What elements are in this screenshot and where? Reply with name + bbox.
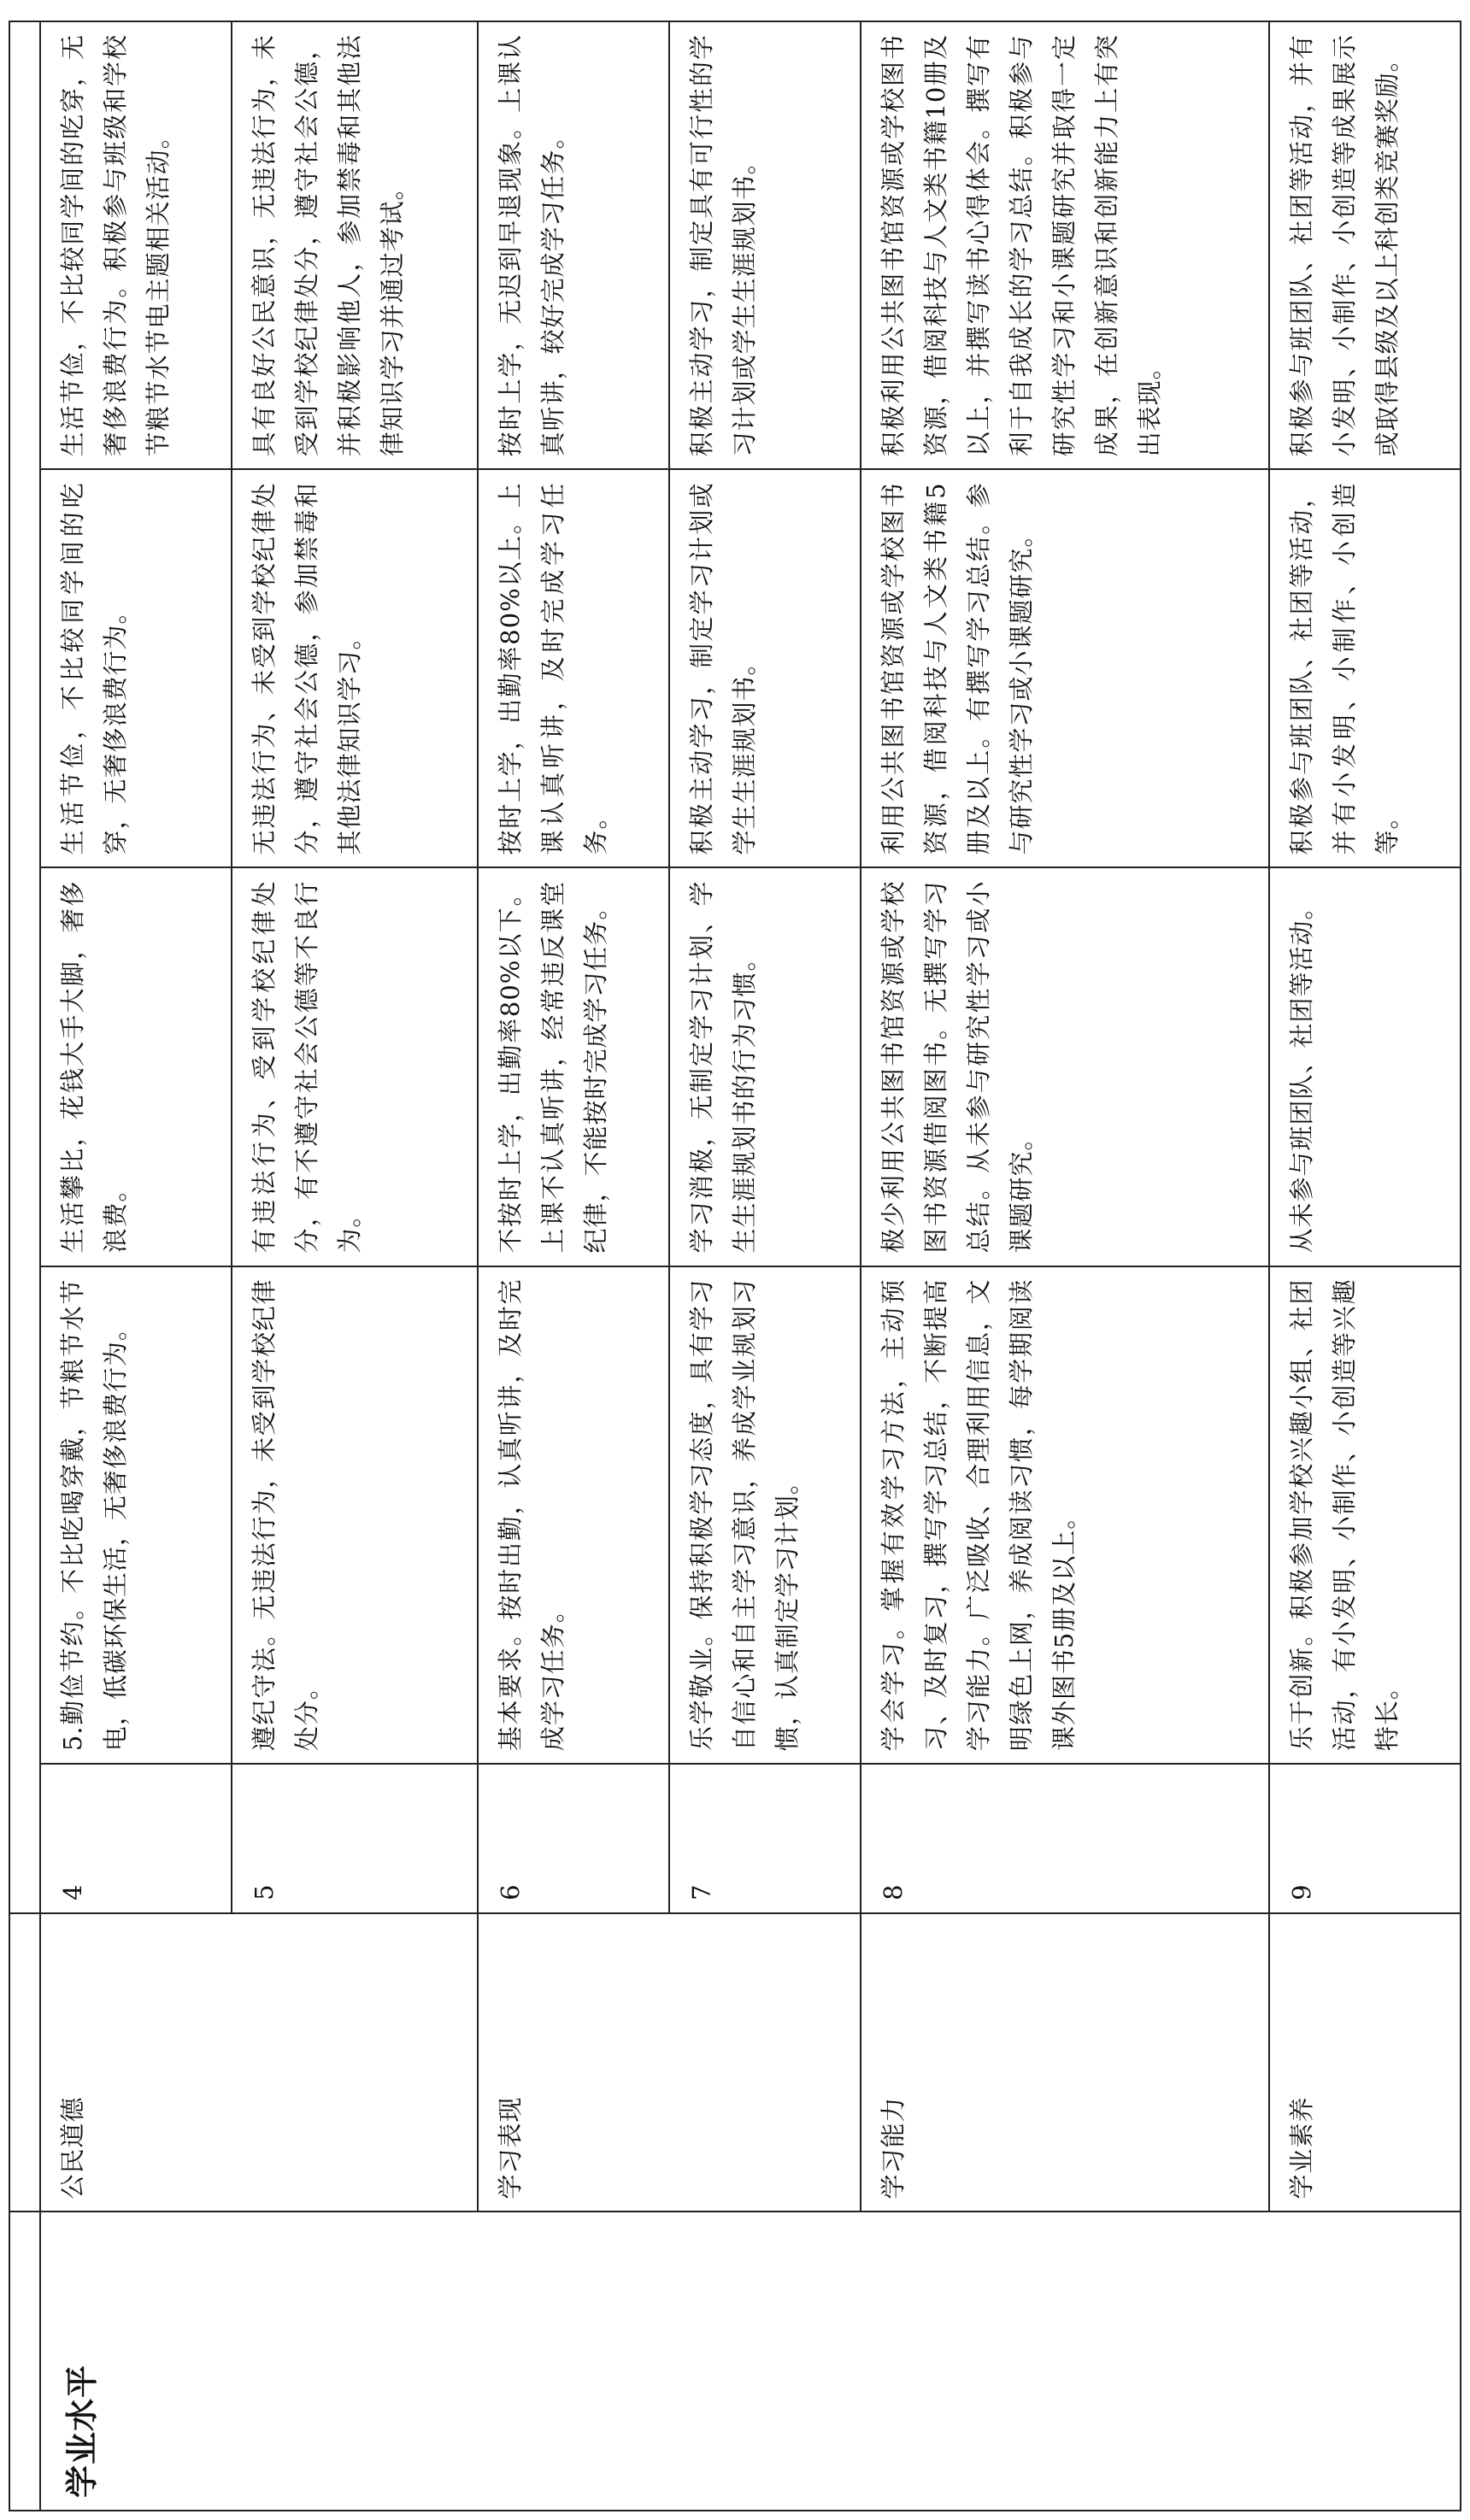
standard-cell: 基本要求。按时出勤，认真听讲，及时完成学习任务。 <box>478 1266 669 1765</box>
level-3-cell: 积极主动学习，制定具有可行性的学习计划或学生生涯规划书。 <box>669 21 861 469</box>
category-label: 公民道德 <box>40 1913 478 2212</box>
level-1-cell: 学习消极，无制定学习计划、学生生涯规划书的行为习惯。 <box>669 867 861 1266</box>
standard-cell: 5.勤俭节约。不比吃喝穿戴，节粮节水节电，低碳环保生活，无奢侈浪费行为。 <box>40 1266 232 1765</box>
table-top-gap <box>9 21 40 2511</box>
row-number: 6 <box>478 1764 669 1913</box>
table-row <box>478 21 669 2511</box>
row-number: 7 <box>669 1764 861 1913</box>
level-3-cell: 按时上学，无迟到早退现象。上课认真听讲，较好完成学习任务。 <box>478 21 669 469</box>
top-gap-category-cell <box>9 1913 40 2212</box>
level-2-cell: 生活节俭，不比较同学间的吃穿，无奢侈浪费行为。 <box>40 469 232 867</box>
evaluation-criteria-table <box>9 21 1461 2511</box>
level-1-cell: 不按时上学，出勤率80%以下。上课不认真听讲，经常违反课堂纪律，不能按时完成学习任务。 <box>478 867 669 1266</box>
level-2-cell: 利用公共图书馆资源或学校图书资源，借阅科技与人文类书籍5册及以上。有撰写学习总结。参与研究性学习或小课题研究。 <box>861 469 1269 867</box>
row-number: 9 <box>1269 1764 1461 1913</box>
standard-cell: 乐学敬业。保持积极学习态度，具有学习自信心和自主学习意识，养成学业规划习惯，认真制定学习计划。 <box>669 1266 861 1765</box>
standard-cell: 遵纪守法。无违法行为，未受到学校纪律处分。 <box>232 1266 478 1765</box>
table-row <box>40 21 232 2511</box>
level-2-cell: 积极主动学习，制定学习计划或学生生涯规划书。 <box>669 469 861 867</box>
level-1-cell: 生活攀比，花钱大手大脚，奢侈浪费。 <box>40 867 232 1266</box>
level-2-cell: 按时上学，出勤率80%以上。上课认真听讲，及时完成学习任务。 <box>478 469 669 867</box>
row-number: 4 <box>40 1764 232 1913</box>
level-3-cell: 生活节俭，不比较同学间的吃穿，无奢侈浪费行为。积极参与班级和学校节粮节水节电主题相关活动。 <box>40 21 232 469</box>
level-1-cell: 极少利用公共图书馆资源或学校图书资源借阅图书。无撰写学习总结。从未参与研究性学习或小课题研究。 <box>861 867 1269 1266</box>
level-1-cell: 从未参与班团队、社团等活动。 <box>1269 867 1461 1266</box>
standard-cell: 学会学习。掌握有效学习方法，主动预习、及时复习，撰写学习总结，不断提高学习能力。广泛吸收、合理利用信息，文明绿色上网，养成阅读习惯，每学期阅读课外图书5册及以上。 <box>861 1266 1269 1765</box>
top-gap-content-cell <box>9 21 40 1913</box>
level-2-cell: 积极参与班团队、社团等活动，并有小发明、小制作、小创造等。 <box>1269 469 1461 867</box>
row-number: 5 <box>232 1764 478 1913</box>
category-label: 学习能力 <box>861 1913 1269 2212</box>
standard-cell: 乐于创新。积极参加学校兴趣小组、社团活动，有小发明、小制作、小创造等兴趣特长。 <box>1269 1266 1461 1765</box>
table-row <box>1269 21 1461 2511</box>
section-label: 学业水平 <box>40 2212 1461 2511</box>
level-3-cell: 积极参与班团队、社团等活动，并有小发明、小制作、小创造等成果展示或取得县级及以上科创类竞赛奖励。 <box>1269 21 1461 469</box>
level-2-cell: 无违法行为、未受到学校纪律处分，遵守社会公德，参加禁毒和其他法律知识学习。 <box>232 469 478 867</box>
category-label: 学业素养 <box>1269 1913 1461 2212</box>
table-row <box>861 21 1269 2511</box>
level-3-cell: 积极利用公共图书馆资源或学校图书资源，借阅科技与人文类书籍10册及以上，并撰写读书心得体会。撰写有利于自我成长的学习总结。积极参与研究性学习和小课题研究并取得一定成果，在创新意识和创新能力上有突出表现。 <box>861 21 1269 469</box>
level-3-cell: 具有良好公民意识，无违法行为，未受到学校纪律处分，遵守社会公德，并积极影响他人，参加禁毒和其他法律知识学习并通过考试。 <box>232 21 478 469</box>
top-gap-section-cell <box>9 2212 40 2511</box>
level-1-cell: 有违法行为、受到学校纪律处分，有不遵守社会公德等不良行为。 <box>232 867 478 1266</box>
category-label: 学习表现 <box>478 1913 861 2212</box>
row-number: 8 <box>861 1764 1269 1913</box>
